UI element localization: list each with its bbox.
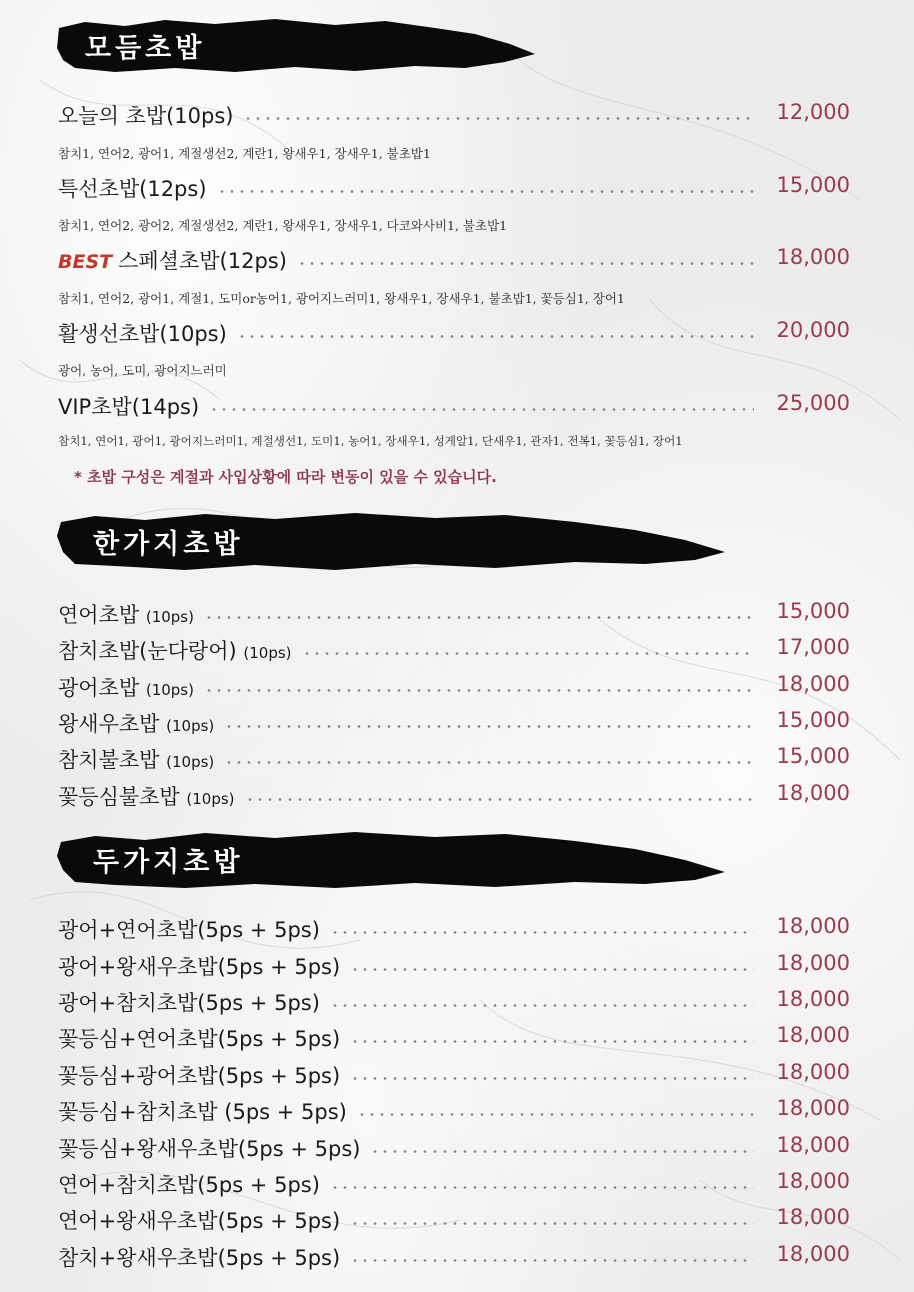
menu-item-name: 활생선초밥(10ps) <box>58 322 227 346</box>
leader-dots <box>330 1004 754 1007</box>
menu-item <box>58 672 850 702</box>
menu-item <box>58 987 850 1017</box>
menu-item-name: 특선초밥(12ps) <box>58 177 207 201</box>
menu-item-name: 참치+왕새우초밥(5ps + 5ps) <box>58 1246 341 1270</box>
menu-item <box>58 635 850 665</box>
menu-item-description: 참치1, 연어2, 광어1, 계절생선2, 계란1, 왕새우1, 장새우1, 불초밥1 <box>58 146 431 161</box>
leader-dots <box>330 1186 754 1189</box>
menu-item-price: 25,000 <box>776 391 850 415</box>
menu-item-name <box>58 245 287 275</box>
menu-item <box>58 599 850 629</box>
menu-item-qty: (10ps) <box>145 681 194 699</box>
menu-item-price: 18,000 <box>776 672 850 696</box>
menu-item-name: 연어+참치초밥(5ps + 5ps) <box>58 1173 320 1197</box>
menu-item-name <box>58 635 292 665</box>
menu-item-qty: (10ps) <box>186 790 235 808</box>
menu-item-price: 15,000 <box>776 173 850 197</box>
menu-item-price: 18,000 <box>776 1133 850 1157</box>
menu-item <box>58 245 850 275</box>
menu-item-description: 참치1, 연어1, 광어1, 광어지느러미1, 계절생선1, 도미1, 농어1, 장새우1, 성게알1, 단새우1, 관자1, 전복1, 꽃등심1, 장어1 <box>58 434 683 448</box>
leader-dots <box>245 798 754 801</box>
menu-item-description: 참치1, 연어2, 광어2, 계절생선2, 계란1, 왕새우1, 장새우1, 다코와사비1, 불초밥1 <box>58 218 508 233</box>
menu-item-name: 꽃등심+광어초밥(5ps + 5ps) <box>58 1064 341 1088</box>
leader-dots <box>224 725 754 728</box>
menu-item <box>58 1205 850 1235</box>
menu-item-price: 18,000 <box>776 1169 850 1193</box>
menu-item <box>58 914 850 944</box>
leader-dots <box>357 1113 754 1116</box>
menu-item-price: 18,000 <box>776 1242 850 1266</box>
menu-item-price: 12,000 <box>776 100 850 124</box>
leader-dots <box>237 335 754 338</box>
leader-dots <box>243 117 754 120</box>
menu-item-label: 왕새우초밥 <box>58 712 160 736</box>
menu-item-price: 18,000 <box>776 951 850 975</box>
menu-item-price: 18,000 <box>776 987 850 1011</box>
menu-item-label: 광어초밥 <box>58 676 140 700</box>
menu-item <box>58 1169 850 1199</box>
leader-dots <box>350 1259 754 1262</box>
menu-item-description: 광어, 농어, 도미, 광어지느러미 <box>58 363 227 378</box>
menu-item-name <box>58 744 214 774</box>
leader-dots <box>302 652 754 655</box>
menu-item-price: 15,000 <box>776 708 850 732</box>
menu-item-price: 18,000 <box>776 1060 850 1084</box>
menu-item <box>58 173 850 203</box>
menu-item-label: 스페셜초밥(12ps) <box>118 249 287 273</box>
menu-item <box>58 391 850 421</box>
menu-item-price: 18,000 <box>776 245 850 269</box>
leader-dots <box>350 1077 754 1080</box>
menu-item-description: 참치1, 연어2, 광어1, 계절1, 도미or농어1, 광어지느러미1, 왕새우1, 장새우1, 불초밥1, 꽃등심1, 장어1 <box>58 291 625 306</box>
menu-item-label: 연어초밥 <box>58 603 140 627</box>
menu-item <box>58 1023 850 1053</box>
section-title: 모듬초밥 <box>85 33 206 64</box>
menu-item <box>58 1096 850 1126</box>
menu-item-label: 참치불초밥 <box>58 748 160 772</box>
menu-item-price: 18,000 <box>776 914 850 938</box>
menu-item-name: 오늘의 초밥(10ps) <box>58 104 234 128</box>
leader-dots <box>204 689 754 692</box>
leader-dots <box>330 931 754 934</box>
section-banner-assorted <box>55 4 545 84</box>
section-banner-single <box>55 502 735 582</box>
menu-item-price: 15,000 <box>776 599 850 623</box>
menu-item-label: 참치초밥(눈다랑어) <box>58 639 237 663</box>
leader-dots <box>350 968 754 971</box>
section-title: 한가지초밥 <box>93 529 244 560</box>
menu-item-price: 17,000 <box>776 635 850 659</box>
best-badge: BEST <box>58 251 113 273</box>
menu-item-name: 광어+왕새우초밥(5ps + 5ps) <box>58 955 341 979</box>
menu-item-name: 광어+연어초밥(5ps + 5ps) <box>58 918 320 942</box>
menu-item-price: 18,000 <box>776 1096 850 1120</box>
leader-dots <box>297 262 754 265</box>
menu-item <box>58 100 850 130</box>
menu-item-name <box>58 599 194 629</box>
leader-dots <box>350 1040 754 1043</box>
menu-item-price: 20,000 <box>776 318 850 342</box>
leader-dots <box>217 190 754 193</box>
menu-item-name: 연어+왕새우초밥(5ps + 5ps) <box>58 1209 341 1233</box>
menu-item <box>58 318 850 348</box>
menu-item-qty: (10ps) <box>166 753 215 771</box>
leader-dots <box>370 1150 754 1153</box>
menu-item-name: VIP초밥(14ps) <box>58 395 200 419</box>
leader-dots <box>350 1222 754 1225</box>
menu-item-name: 꽃등심+연어초밥(5ps + 5ps) <box>58 1027 341 1051</box>
menu-item-price: 18,000 <box>776 1023 850 1047</box>
menu-item-name: 꽃등심+참치초밥 (5ps + 5ps) <box>58 1100 347 1124</box>
menu-item-label: 꽃등심불초밥 <box>58 785 180 809</box>
menu-item-price: 18,000 <box>776 1205 850 1229</box>
leader-dots <box>209 408 754 411</box>
menu-item <box>58 1242 850 1272</box>
menu-item-price: 15,000 <box>776 744 850 768</box>
menu-item-name <box>58 781 235 811</box>
menu-item <box>58 781 850 811</box>
leader-dots <box>204 616 754 619</box>
menu-item-qty: (10ps) <box>166 717 215 735</box>
menu-item-price: 18,000 <box>776 781 850 805</box>
menu-item-qty: (10ps) <box>145 608 194 626</box>
menu-item <box>58 708 850 738</box>
menu-item-qty: (10ps) <box>243 644 292 662</box>
section-banner-double <box>55 820 735 900</box>
menu-item-name: 광어+참치초밥(5ps + 5ps) <box>58 991 320 1015</box>
menu-item <box>58 744 850 774</box>
menu-item-name <box>58 672 194 702</box>
leader-dots <box>224 761 754 764</box>
composition-note: * 초밥 구성은 계절과 사입상황에 따라 변동이 있을 수 있습니다. <box>74 468 497 486</box>
menu-item-name: 꽃등심+왕새우초밥(5ps + 5ps) <box>58 1137 361 1161</box>
menu-item <box>58 1060 850 1090</box>
menu-item <box>58 951 850 981</box>
menu-item <box>58 1133 850 1163</box>
section-title: 두가지초밥 <box>93 847 244 878</box>
menu-item-name <box>58 708 214 738</box>
